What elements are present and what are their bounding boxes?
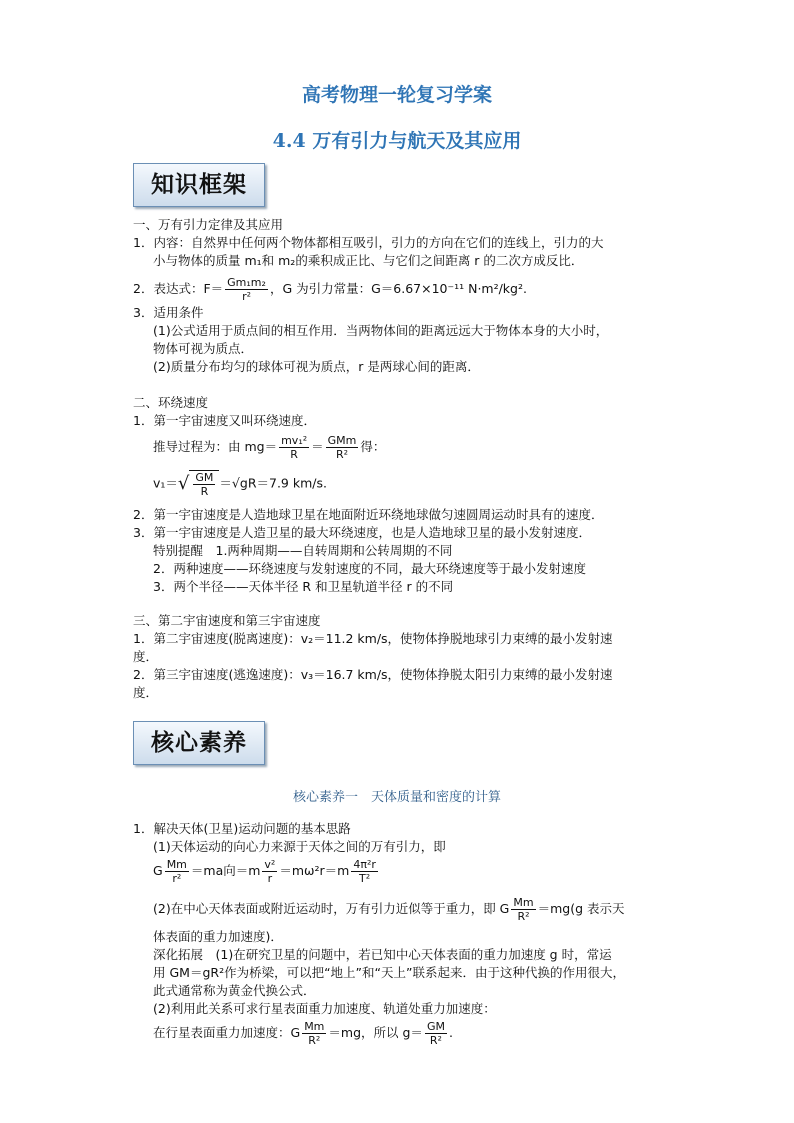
tip-line: 2．两种速度——环绕速度与发射速度的不同，最大环绕速度等于最小发射速度 (153, 561, 586, 576)
numerator: 4π²r (353, 858, 376, 871)
denominator: r (267, 872, 273, 885)
text-line: 1．第一宇宙速度又叫环绕速度． (133, 413, 316, 428)
numerator: GMm (327, 434, 357, 447)
fraction (279, 434, 309, 461)
text-fragment: ＝ma向＝m (190, 863, 261, 878)
text-line: 3．适用条件 (133, 305, 204, 320)
fraction (511, 896, 535, 923)
text-fragment: 推导过程为：由 mg＝ (153, 439, 278, 454)
text-line: 1．第二宇宙速度(脱离速度)：v₂＝11.2 km/s，使物体挣脱地球引力束缚的最小发射速 (133, 631, 613, 646)
text-fragment: ＝mω²r＝m (279, 863, 350, 878)
text-line: 1．解决天体(卫星)运动问题的基本思路 (133, 821, 351, 836)
formula-line (153, 434, 385, 461)
doc-subtitle: 4.4 万有引力与航天及其应用 (272, 130, 522, 152)
text-fragment: 得： (360, 439, 386, 454)
fraction (225, 276, 268, 303)
text-line: 深化拓展 (1)在研究卫星的问题中，若已知中心天体表面的重力加速度 g 时，常运 (153, 947, 612, 962)
text-fragment: 2．表达式：F＝ (133, 281, 224, 296)
denominator: R (200, 485, 209, 498)
banner-knowledge-framework: 知识框架 (133, 163, 265, 207)
denominator: R² (335, 448, 349, 461)
text-line: 2．第一宇宙速度是人造地球卫星在地面附近环绕地球做匀速圆周运动时具有的速度． (133, 507, 604, 522)
text-line: 体表面的重力加速度)． (153, 929, 283, 944)
numerator: mv₁² (281, 434, 308, 447)
text-line: 1．内容：自然界中任何两个物体都相互吸引，引力的方向在它们的连线上，引力的大 (133, 235, 604, 250)
denominator: R (290, 448, 298, 461)
formula-line (153, 858, 380, 885)
fraction (262, 858, 277, 885)
text-fragment: . (448, 1025, 453, 1040)
fraction (165, 858, 189, 885)
numerator: Mm (513, 896, 534, 909)
text-line: (1)公式适用于质点间的相互作用．当两物体间的距离远远大于物体本身的大小时， (153, 323, 609, 338)
text-fragment: ＝√gR＝7.9 km/s. (219, 475, 327, 491)
text-fragment: G (153, 863, 163, 878)
numerator: GM (426, 1020, 445, 1033)
fraction (193, 471, 215, 498)
tip-line: 3．两个半径——天体半径 R 和卫星轨道半径 r 的不同 (153, 579, 454, 594)
numerator: v² (264, 858, 276, 871)
text-line: 度． (133, 685, 159, 700)
fraction (326, 434, 359, 461)
denominator: R² (429, 1034, 442, 1047)
fraction (425, 1020, 447, 1047)
text-line: 此式通常称为黄金代换公式． (153, 983, 316, 998)
formula-line (153, 896, 625, 923)
denominator: T² (359, 872, 371, 885)
numerator: GM (195, 471, 214, 484)
doc-title: 高考物理一轮复习学案 (301, 84, 492, 106)
section2-heading: 二、环绕速度 (133, 395, 209, 410)
text-fragment: v₁＝ (153, 475, 178, 491)
denominator: R² (517, 910, 530, 923)
text-fragment: 在行星表面重力加速度：G (153, 1025, 301, 1040)
text-fragment: ＝ (311, 439, 324, 454)
core-heading: 核心素养一 天体质量和密度的计算 (292, 790, 501, 805)
numerator: Mm (166, 858, 187, 871)
tip-line: 特别提醒 1.两种周期——自转周期和公转周期的不同 (153, 543, 453, 558)
numerator: Mm (304, 1020, 325, 1033)
denominator: r² (242, 290, 252, 303)
denominator: R² (308, 1034, 321, 1047)
text-line: 度． (133, 649, 159, 664)
section3-heading: 三、第二宇宙速度和第三宇宙速度 (133, 613, 321, 628)
fraction (351, 858, 378, 885)
text-line: 小与物体的质量 m₁和 m₂的乘积成正比、与它们之间距离 r 的二次方成反比． (153, 253, 584, 268)
text-line: (1)天体运动的向心力来源于天体之间的万有引力，即 (153, 839, 446, 854)
text-fragment: ＝mg，所以 g＝ (328, 1025, 423, 1040)
numerator: Gm₁m₂ (227, 276, 266, 289)
text-fragment: ＝mg(g 表示天 (537, 901, 625, 916)
sqrt-body (189, 470, 219, 498)
text-fragment: (2)在中心天体表面或附近运动时，万有引力近似等于重力，即 G (153, 901, 510, 916)
text-line: (2)利用此关系可求行星表面重力加速度、轨道处重力加速度： (153, 1001, 496, 1016)
sqrt-sign-icon: √ (177, 473, 190, 494)
section1-heading: 一、万有引力定律及其应用 (133, 217, 284, 232)
formula-line (133, 276, 527, 303)
banner-core-literacy: 核心素养 (133, 721, 265, 765)
text-line: 2．第三宇宙速度(逃逸速度)：v₃＝16.7 km/s，使物体挣脱太阳引力束缚的最小发射速 (133, 667, 613, 682)
text-line: 用 GM＝gR²作为桥梁，可以把“地上”和“天上”联系起来．由于这种代换的作用很大， (153, 965, 625, 980)
formula-line (153, 470, 327, 498)
fraction (302, 1020, 326, 1047)
formula-line (153, 1020, 453, 1047)
text-line: 3．第一宇宙速度是人造卫星的最大环绕速度，也是人造地球卫星的最小发射速度． (133, 525, 591, 540)
text-line: 物体可视为质点． (153, 341, 254, 356)
text-line: (2)质量分布均匀的球体可视为质点，r 是两球心间的距离． (153, 359, 480, 374)
denominator: r² (172, 872, 182, 885)
text-fragment: ，G 为引力常量：G＝6.67×10⁻¹¹ N·m²/kg². (269, 281, 527, 296)
